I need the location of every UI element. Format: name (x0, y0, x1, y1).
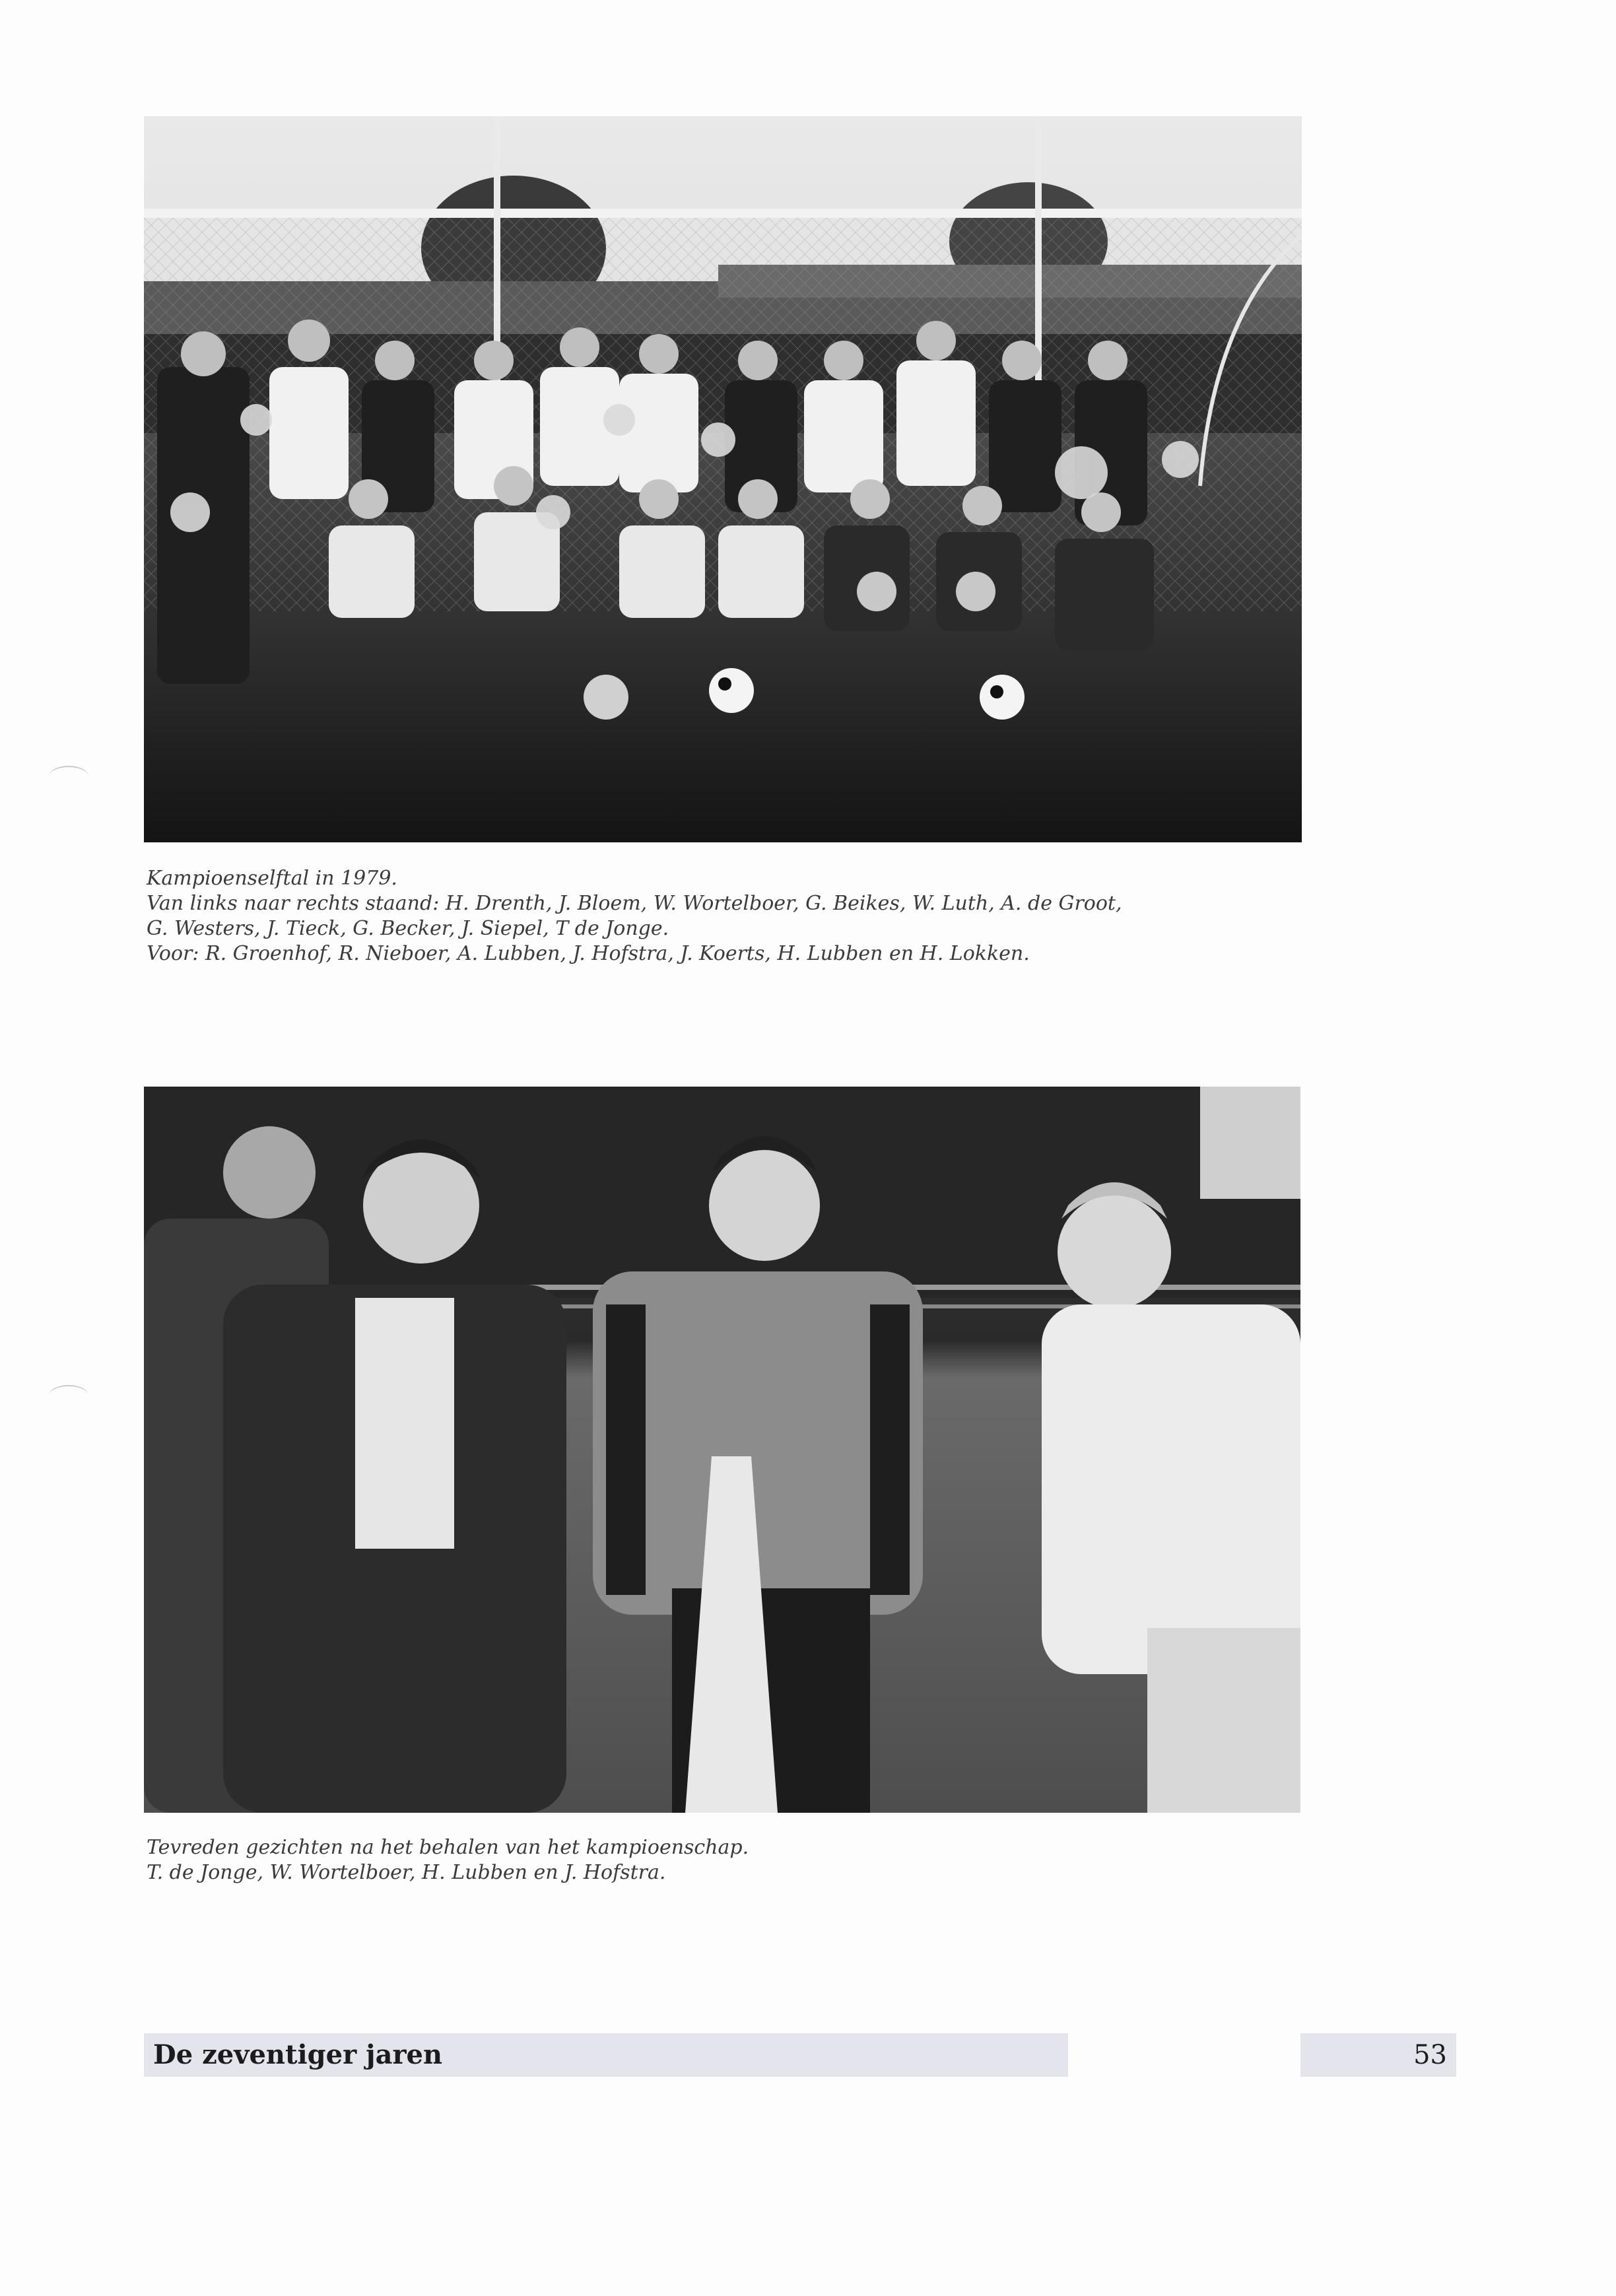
faces-photo-image (144, 1087, 1300, 1813)
section-title: De zeventiger jaren (153, 2039, 443, 2070)
faces-photo (144, 1087, 1300, 1813)
team-photo (144, 116, 1302, 842)
binder-hole-mark (49, 1385, 88, 1406)
caption-line: Tevreden gezichten na het behalen van het kampioenschap. (147, 1836, 749, 1859)
faces-photo-caption (147, 1835, 749, 1885)
caption-line: Kampioenselftal in 1979. (147, 867, 397, 890)
page-number: 53 (1413, 2040, 1447, 2070)
caption-line: T. de Jonge, W. Wortelboer, H. Lubben en J. Hofstra. (147, 1861, 666, 1884)
binder-hole-mark (49, 766, 88, 787)
team-photo-caption (147, 866, 1122, 966)
caption-line: Voor: R. Groenhof, R. Nieboer, A. Lubben, J. Hofstra, J. Koerts, H. Lubben en H. Lokken. (147, 942, 1030, 965)
caption-line: G. Westers, J. Tieck, G. Becker, J. Siepel, T de Jonge. (147, 917, 669, 940)
team-photo-image (144, 116, 1302, 842)
footer-page-bar (1300, 2033, 1456, 2077)
footer-section-bar (144, 2033, 1068, 2077)
caption-line: Van links naar rechts staand: H. Drenth, J. Bloem, W. Wortelboer, G. Beikes, W. Luth, A. de Groot, (147, 892, 1122, 915)
